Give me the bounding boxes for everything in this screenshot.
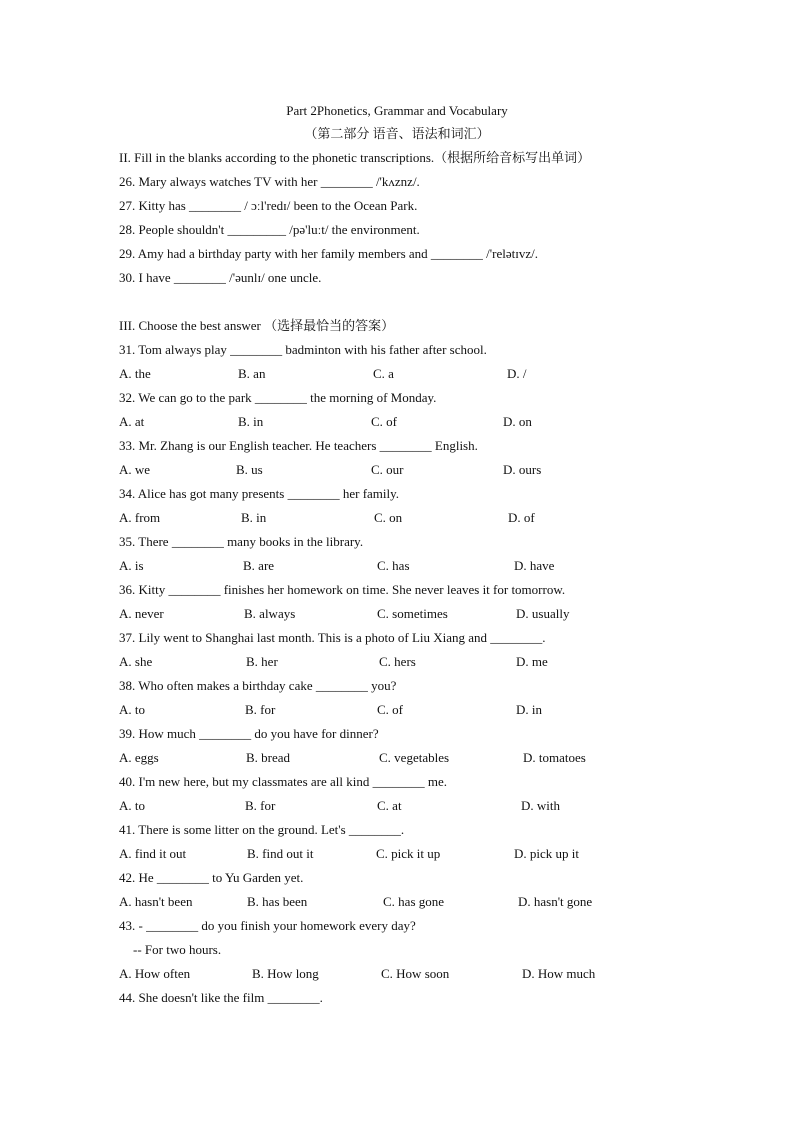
question-43: 43. - ________ do you finish your homework every day? [119, 918, 416, 933]
question-32: 32. We can go to the park ________ the morning of Monday. [119, 390, 437, 405]
option-d: D. have [514, 558, 555, 573]
option-a: A. hasn't been [119, 894, 193, 909]
option-c: C. a [373, 366, 394, 381]
option-a: A. from [119, 510, 161, 525]
question-42: 42. He ________ to Yu Garden yet. [119, 870, 304, 885]
option-b: B. for [245, 798, 276, 813]
question-28: 28. People shouldn't _________ /pə'luːt/ the environment. [119, 222, 420, 237]
section-3-heading: III. Choose the best answer （选择最恰当的答案） [119, 318, 395, 333]
option-b: B. always [244, 606, 296, 621]
option-a: A. to [119, 798, 145, 813]
option-b: B. How long [252, 966, 319, 981]
question-26: 26. Mary always watches TV with her ________ /'kʌznz/. [119, 174, 420, 189]
option-b: B. an [238, 366, 266, 381]
question-34: 34. Alice has got many presents ________ her family. [119, 486, 400, 501]
question-41: 41. There is some litter on the ground. Let's ________. [119, 822, 405, 837]
question-36: 36. Kitty ________ finishes her homework on time. She never leaves it for tomorrow. [119, 582, 566, 597]
option-c: C. of [377, 702, 403, 717]
question-44: 44. She doesn't like the film ________. [119, 990, 323, 1005]
option-a: A. eggs [119, 750, 159, 765]
question-40: 40. I'm new here, but my classmates are all kind ________ me. [119, 774, 447, 789]
option-b: B. find out it [247, 846, 314, 861]
question-31: 31. Tom always play ________ badminton with his father after school. [119, 342, 487, 357]
option-a: A. we [119, 462, 151, 477]
option-b: B. us [236, 462, 263, 477]
option-c: C. How soon [381, 966, 450, 981]
option-c: C. pick it up [376, 846, 441, 861]
question-39: 39. How much ________ do you have for dinner? [119, 726, 379, 741]
option-a: A. never [119, 606, 164, 621]
question-27: 27. Kitty has ________ / ɔːl'redɪ/ been to the Ocean Park. [119, 198, 418, 213]
option-c: C. on [374, 510, 403, 525]
option-b: B. has been [247, 894, 308, 909]
option-b: B. her [246, 654, 278, 669]
option-d: D. usually [516, 606, 570, 621]
option-d: D. hasn't gone [518, 894, 593, 909]
option-d: D. pick up it [514, 846, 579, 861]
section-2-heading: II. Fill in the blanks according to the phonetic transcriptions.（根据所给音标写出单词） [119, 150, 591, 165]
option-a: A. she [119, 654, 153, 669]
option-d: D. me [516, 654, 548, 669]
option-a: A. at [119, 414, 145, 429]
page-title: Part 2Phonetics, Grammar and Vocabulary [286, 103, 508, 118]
option-b: B. in [241, 510, 267, 525]
question-29: 29. Amy had a birthday party with her family members and ________ /'relətɪvz/. [119, 246, 538, 261]
option-d: D. on [503, 414, 532, 429]
question-30: 30. I have ________ /'əunlɪ/ one uncle. [119, 270, 322, 285]
option-d: D. of [508, 510, 535, 525]
option-c: C. vegetables [379, 750, 450, 765]
question-33: 33. Mr. Zhang is our English teacher. He teachers ________ English. [119, 438, 478, 453]
page-subtitle: （第二部分 语音、语法和词汇） [304, 126, 490, 141]
option-b: B. in [238, 414, 264, 429]
option-c: C. at [377, 798, 402, 813]
option-d: D. How much [522, 966, 596, 981]
option-c: C. our [371, 462, 404, 477]
question-37: 37. Lily went to Shanghai last month. This is a photo of Liu Xiang and ________. [119, 630, 546, 645]
option-a: A. is [119, 558, 144, 573]
question-35: 35. There ________ many books in the library. [119, 534, 364, 549]
question-38: 38. Who often makes a birthday cake ________ you? [119, 678, 397, 693]
option-d: D. ours [503, 462, 542, 477]
option-d: D. in [516, 702, 542, 717]
option-b: B. are [243, 558, 275, 573]
option-c: C. hers [379, 654, 416, 669]
option-d: D. with [521, 798, 560, 813]
option-d: D. tomatoes [523, 750, 586, 765]
question-43-answer-line: -- For two hours. [133, 942, 222, 957]
option-a: A. find it out [119, 846, 187, 861]
option-b: B. bread [246, 750, 291, 765]
option-c: C. sometimes [377, 606, 448, 621]
option-c: C. of [371, 414, 397, 429]
option-b: B. for [245, 702, 276, 717]
option-a: A. to [119, 702, 145, 717]
option-a: A. How often [119, 966, 191, 981]
option-c: C. has [377, 558, 410, 573]
option-c: C. has gone [383, 894, 445, 909]
option-a: A. the [119, 366, 151, 381]
option-d: D. / [507, 366, 527, 381]
